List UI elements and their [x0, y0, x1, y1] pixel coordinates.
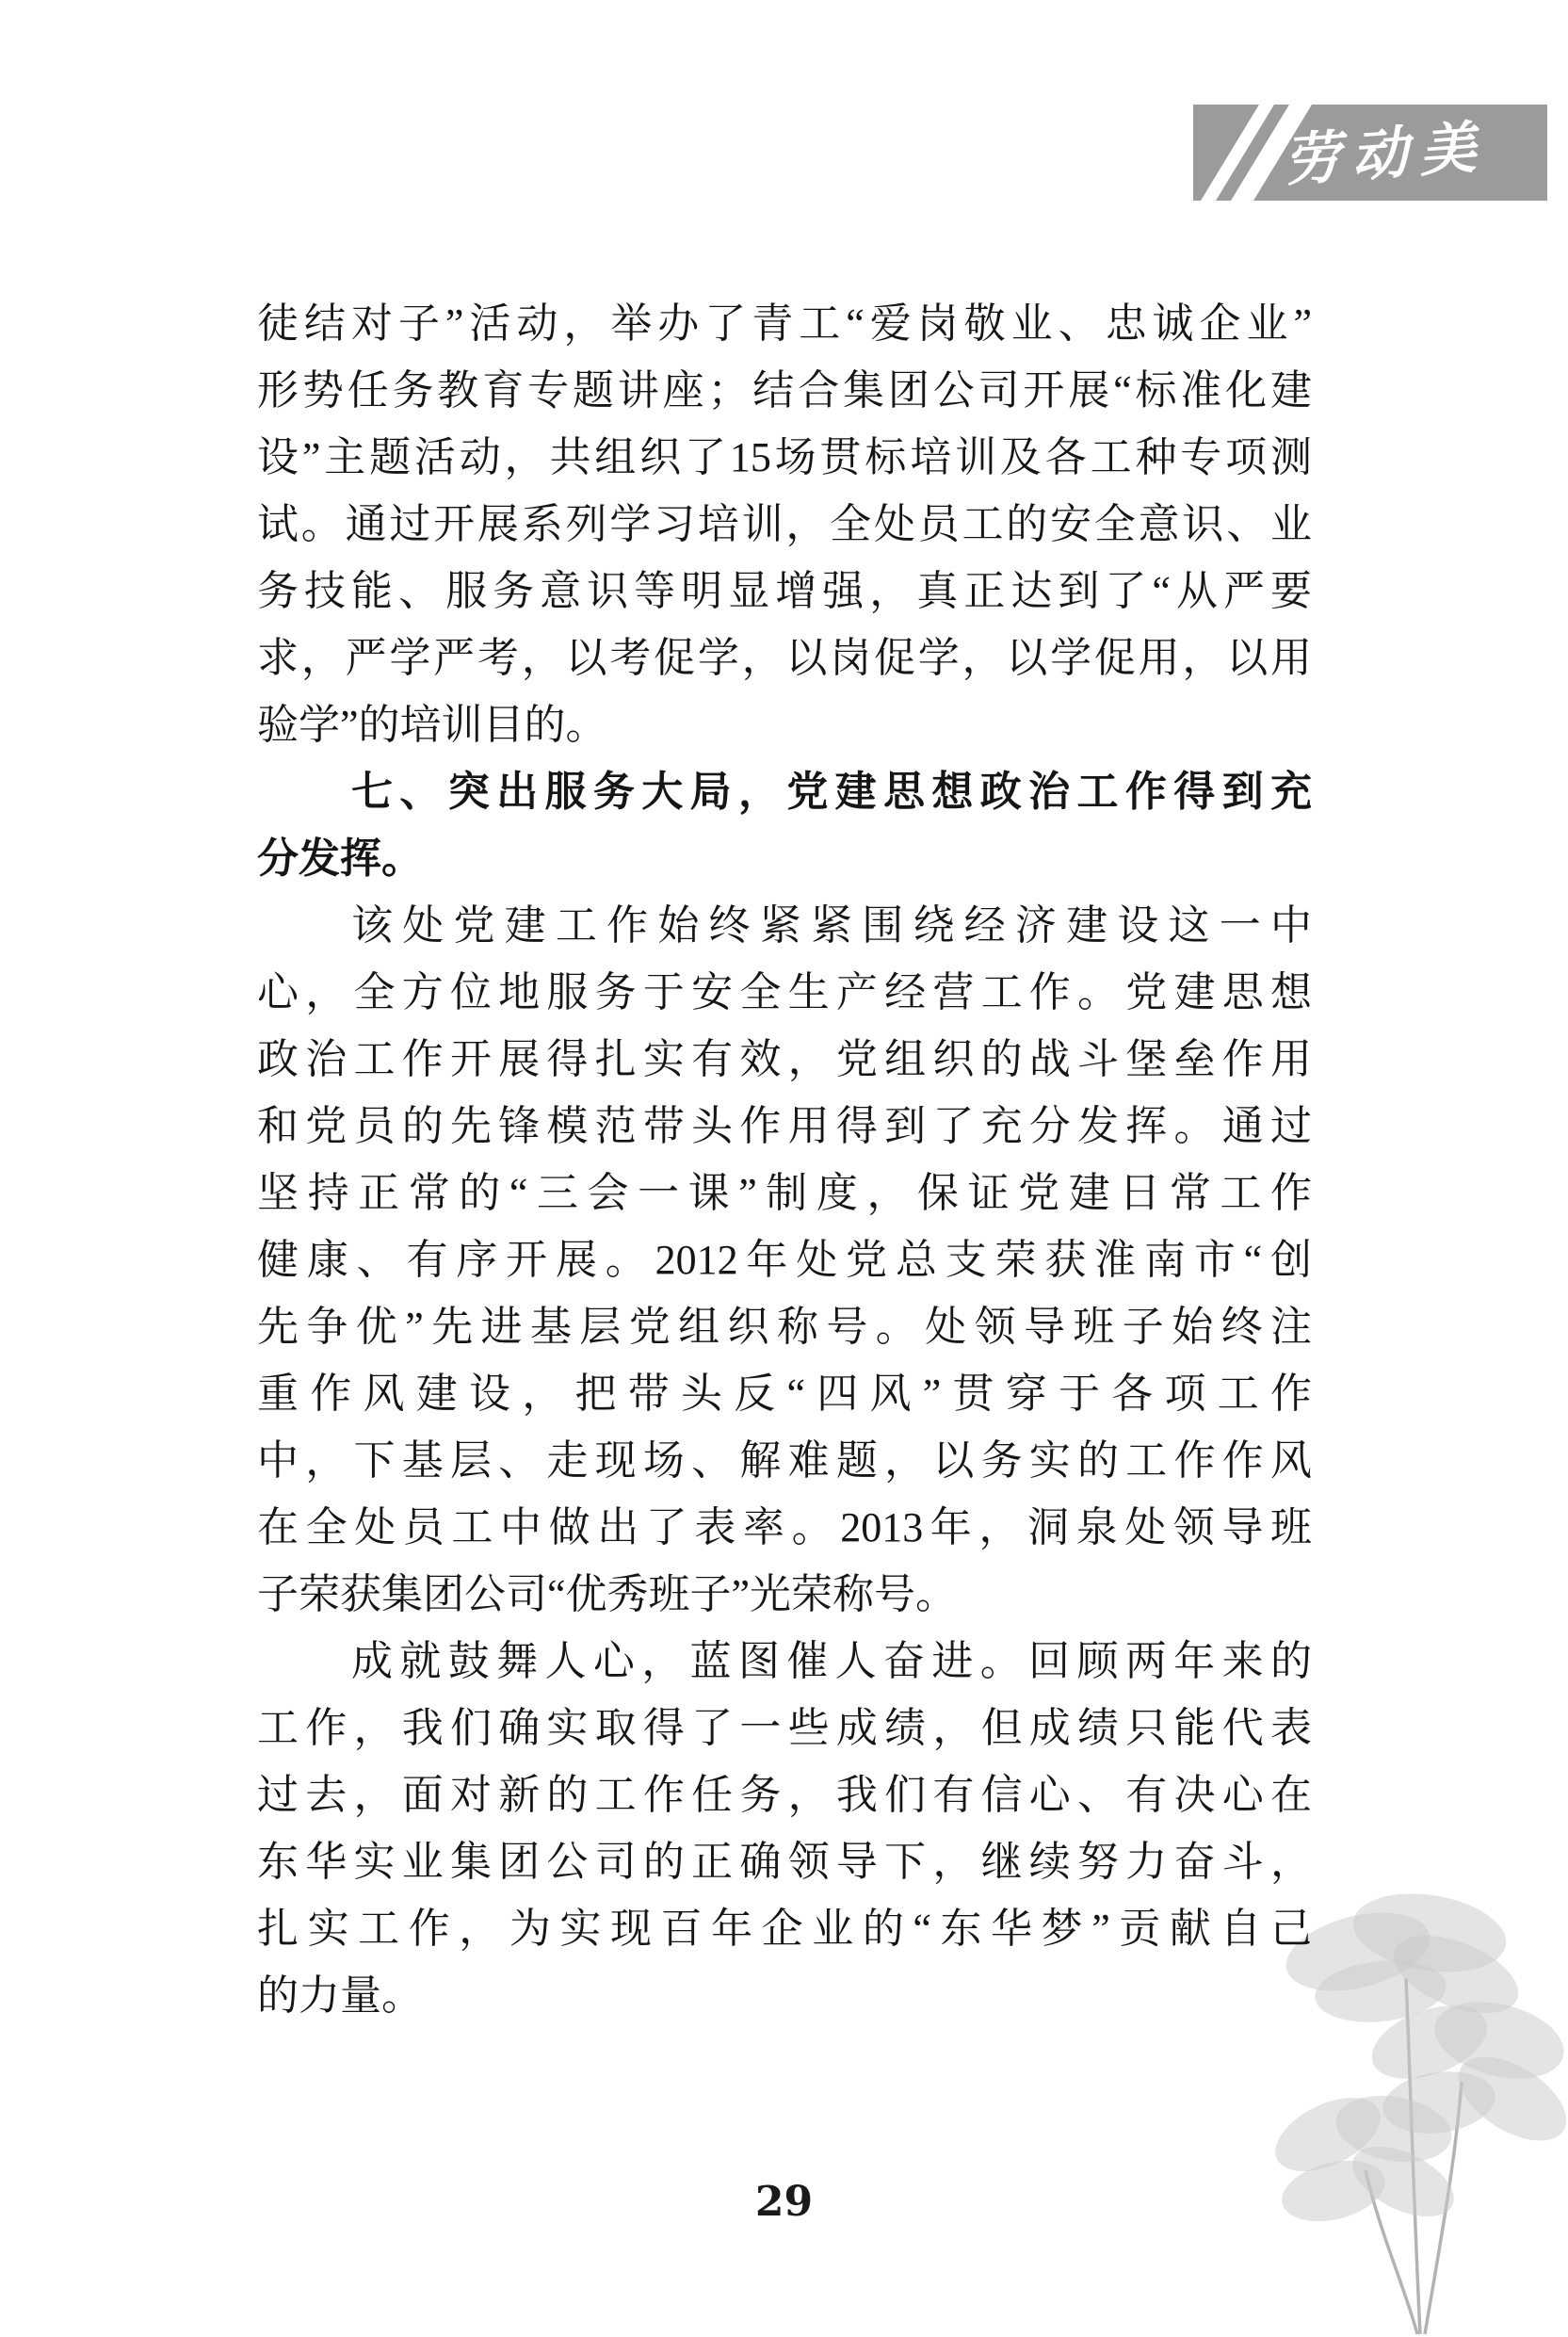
header-banner — [1193, 105, 1547, 201]
text-line: 重作风建设，把带头反“四风”贯穿于各项工作 — [257, 1371, 1312, 1417]
text-line: 的力量。 — [257, 1972, 423, 2019]
text-line: 成就鼓舞人心，蓝图催人奋进。回顾两年来的 — [351, 1638, 1312, 1684]
text-line: 设”主题活动，共组织了15场贯标培训及各工种专项测 — [257, 434, 1312, 480]
text-line: 务技能、服务意识等明显增强，真正达到了“从严要 — [257, 568, 1312, 614]
body-text — [257, 290, 1312, 2029]
text-line: 东华实业集团公司的正确领导下，继续努力奋斗， — [257, 1839, 1312, 1885]
text-line: 先争优”先进基层党组织称号。处领导班子始终注 — [257, 1304, 1312, 1350]
text-line: 验学”的培训目的。 — [257, 702, 607, 748]
text-line: 政治工作开展得扎实有效，党组织的战斗堡垒作用 — [257, 1036, 1312, 1082]
text-line: 中，下基层、走现场、解难题，以务实的工作作风 — [257, 1437, 1312, 1484]
paragraph — [257, 1628, 1312, 2029]
text-line: 该处党建工作始终紧紧围绕经济建设这一中 — [351, 902, 1312, 949]
section-heading — [257, 758, 1312, 892]
text-line: 工作，我们确实取得了一些成绩，但成绩只能代表 — [257, 1705, 1312, 1751]
banner-calligraphy-label: 劳动美 — [1281, 114, 1490, 195]
text-line: 子荣获集团公司“优秀班子”光荣称号。 — [257, 1571, 958, 1617]
text-line: 在全处员工中做出了表率。2013年，洞泉处领导班 — [257, 1504, 1312, 1550]
text-line: 试。通过开展系列学习培训，全处员工的安全意识、业 — [257, 501, 1312, 547]
text-line: 过去，面对新的工作任务，我们有信心、有决心在 — [257, 1772, 1312, 1818]
text-line: 扎实工作，为实现百年企业的“东华梦”贡献自己 — [257, 1906, 1312, 1952]
text-line: 分发挥。 — [257, 836, 423, 882]
text-line: 形势任务教育专题讲座；结合集团公司开展“标准化建 — [257, 367, 1312, 414]
text-line: 求，严学严考，以考促学，以岗促学，以学促用，以用 — [257, 635, 1312, 681]
text-line: 心，全方位地服务于安全生产经营工作。党建思想 — [257, 969, 1312, 1015]
paragraph — [257, 892, 1312, 1628]
text-line: 七、突出服务大局，党建思想政治工作得到充 — [351, 769, 1312, 815]
text-line: 徒结对子”活动，举办了青工“爱岗敬业、忠诚企业” — [257, 300, 1312, 347]
text-line: 坚持正常的“三会一课”制度，保证党建日常工作 — [257, 1170, 1312, 1216]
text-line: 健康、有序开展。2012年处党总支荣获淮南市“创 — [257, 1237, 1312, 1283]
page-number: 29 — [754, 2178, 814, 2226]
text-line: 和党员的先锋模范带头作用得到了充分发挥。通过 — [257, 1103, 1312, 1149]
paragraph — [257, 290, 1312, 758]
